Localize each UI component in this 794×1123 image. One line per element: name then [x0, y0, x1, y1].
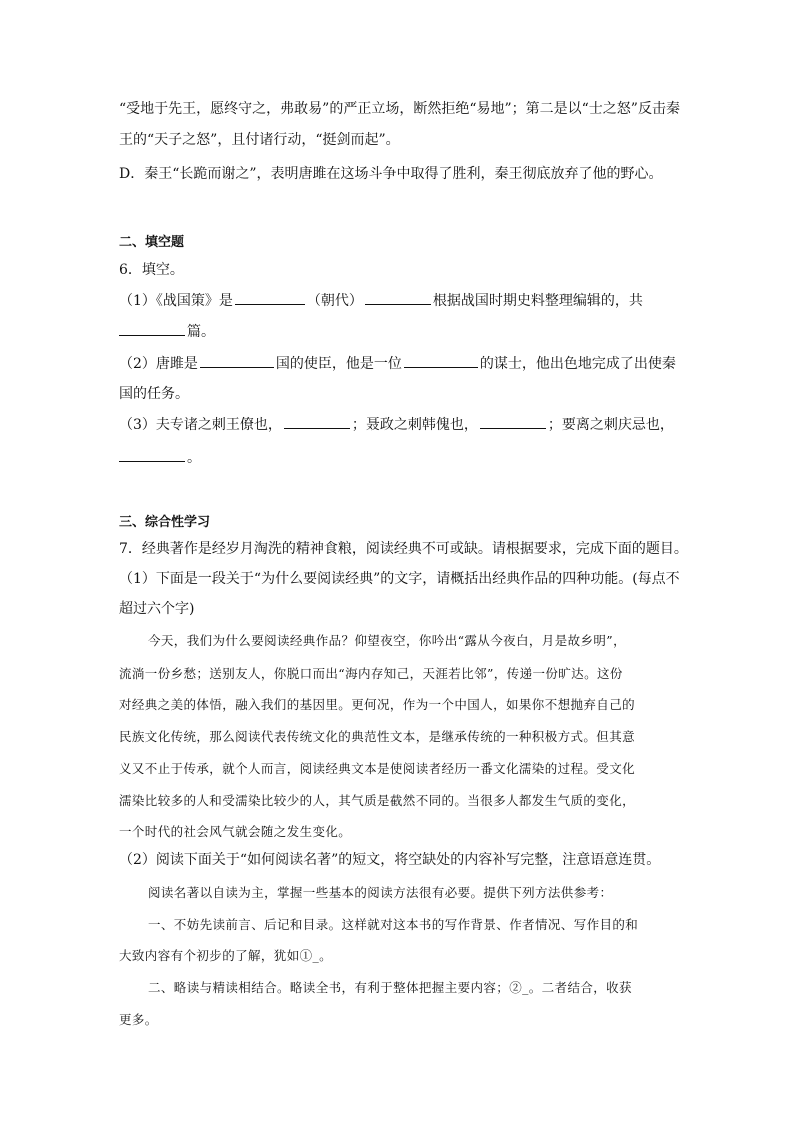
answer-blank[interactable] [119, 447, 185, 462]
q6-3-text-a: （3）夫专诸之刺王僚也， [119, 417, 282, 433]
answer-blank[interactable] [200, 353, 274, 368]
passage-1-line: 流淌一份乡愁；送别友人，你脱口而出“海内存知己，天涯若比邻”，传递一份旷达。这份 [119, 666, 623, 681]
question-7-1-line-1: （1）下面是一段关于“为什么要阅读经典”的文字，请概括出经典作品的四种功能。(每点不 [119, 571, 680, 587]
passage-2-method-2-line-1: 二、略读与精读相结合。略读全书，有利于整体把握主要内容；②_。二者结合，收获 [148, 980, 632, 995]
passage-1-line: 濡染比较多的人和受濡染比较少的人，其气质是截然不同的。当很多人都发生气质的变化， [119, 793, 636, 808]
question-6-title: 6．填空。 [119, 262, 184, 278]
passage-2-method-1-line-2: 大致内容有个初步的了解，犹如①_。 [119, 948, 333, 963]
question-6-1-line-2 [119, 321, 679, 342]
q6-2-text-b: 国的使臣，他是一位 [275, 356, 402, 372]
question-6-2-line-2: 国的任务。 [119, 386, 189, 402]
passage-1-line: 义又不止于传承，就个人而言，阅读经典文本是使阅读者经历一番文化濡染的过程。受文化 [119, 761, 636, 776]
q6-1-text-c: 根据战国时期史料整理编辑的，共 [432, 293, 643, 309]
passage-2-intro: 阅读名著以自读为主，掌握一些基本的阅读方法很有必要。提供下列方法供参考： [148, 885, 613, 900]
section-3-heading: 三、综合性学习 [119, 515, 211, 530]
question-6-1-line-1 [119, 290, 679, 311]
passage-1-line: 对经典之美的体悟，融入我们的基因里。更何况，作为一个中国人，如果你不想抛弃自己的 [119, 697, 636, 712]
q6-2-text-a: （2）唐雎是 [119, 356, 198, 372]
question-7-1-line-2: 超过六个字) [119, 601, 195, 617]
q6-3-text-d: 。 [187, 450, 201, 466]
q6-2-text-c: 的谋士，他出色地完成了出使秦 [479, 356, 676, 372]
option-d: D．秦王“长跪而谢之”，表明唐雎在这场斗争中取得了胜利，秦王彻底放弃了他的野心。 [119, 166, 663, 182]
question-6-3-line-2 [119, 447, 679, 468]
question-6-3-line-1 [119, 414, 679, 435]
q6-3-text-b: ；聂政之刺韩傀也， [351, 417, 478, 433]
q6-3-text-c: ；要离之刺庆忌也， [547, 417, 674, 433]
question-6-2-line-1 [119, 353, 679, 374]
passage-1-line: 民族文化传统，那么阅读代表传统文化的典范性文本，是继承传统的一种积极方式。但其意 [119, 729, 636, 744]
answer-blank[interactable] [480, 414, 546, 429]
passage-1-line: 一个时代的社会风气就会随之发生变化。 [119, 824, 352, 839]
question-7-title: 7．经典著作是经岁月淘洗的精神食粮，阅读经典不可或缺。请根据要求，完成下面的题目。 [119, 541, 688, 557]
passage-2-method-2-line-2: 更多。 [119, 1012, 158, 1027]
section-2-heading: 二、填空题 [119, 235, 185, 250]
q6-1-text-d: 篇。 [187, 324, 215, 340]
prev-question-line-2: 王的“天子之怒”，且付诸行动，“挺剑而起”。 [119, 132, 400, 148]
prev-question-line-1: “受地于先王，愿终守之，弗敢易”的严正立场，断然拒绝“易地”；第二是以“士之怒”反击秦 [119, 101, 680, 117]
passage-1-line: 今天，我们为什么要阅读经典作品？仰望夜空，你吟出“露从今夜白，月是故乡明”， [148, 633, 626, 648]
q6-1-text-a: （1）《战国策》是 [119, 293, 233, 309]
passage-2-method-1-line-1: 一、不妨先读前言、后记和目录。这样就对这本书的写作背景、作者情况、写作目的和 [148, 917, 639, 932]
answer-blank[interactable] [284, 414, 350, 429]
q6-1-text-b: （朝代） [306, 293, 363, 309]
answer-blank[interactable] [404, 353, 478, 368]
answer-blank[interactable] [119, 321, 185, 336]
answer-blank[interactable] [235, 290, 305, 305]
answer-blank[interactable] [365, 290, 431, 305]
question-7-2: （2）阅读下面关于“如何阅读名著”的短文，将空缺处的内容补写完整，注意语意连贯。 [119, 852, 661, 868]
